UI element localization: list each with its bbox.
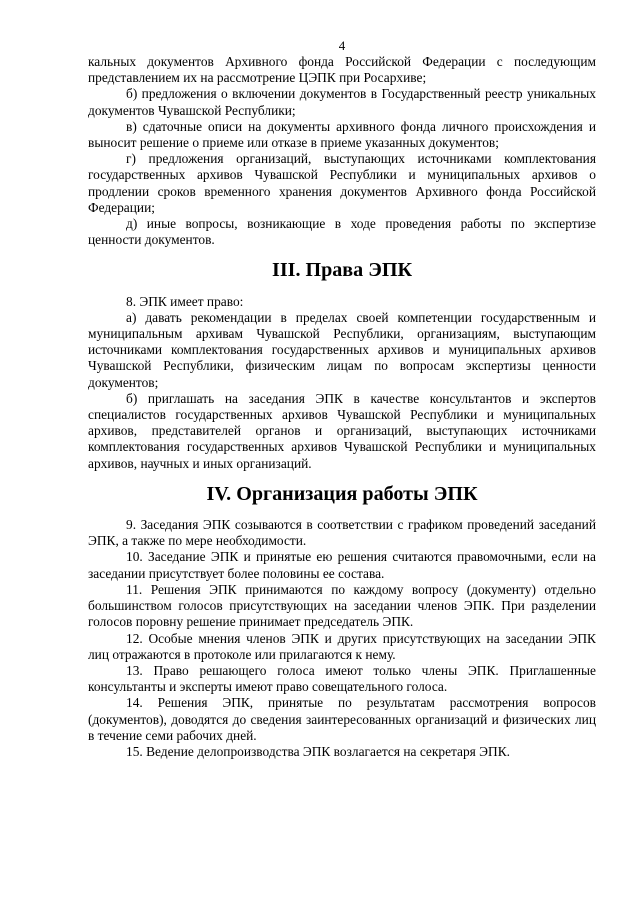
paragraph-13: 13. Право решающего голоса имеют только члены ЭПК. Приглашенные консультанты и эксперты имеют право совещательного голоса. <box>88 662 596 695</box>
paragraph-14: 14. Решения ЭПК, принятые по результатам рассмотрения вопросов (документов), доводятся до сведения заинтересованных организаций и физических лиц в течение семи рабочих дней. <box>88 695 596 743</box>
paragraph-8: 8. ЭПК имеет право: <box>126 293 244 309</box>
paragraph-item-b: б) предложения о включении документов в Государственный реестр уникальных документов Чувашской Республики; <box>88 86 596 118</box>
paragraph-8b: б) приглашать на заседания ЭПК в качестве консультантов и экспертов специалистов государственных архивов Чувашской Республики и муниципальных архивов, представителей органов и организаций, выступающих источниками комплектования государственных архивов Чувашской Республики и муниципальных архивов, научных и иных организаций. <box>88 390 596 471</box>
paragraph-8a: а) давать рекомендации в пределах своей компетенции государственным и муниципальным архивам Чувашской Республики, организациям, выступающим источниками комплектования государственных архивов и муниципальных архивов Чувашской Республики, физическим лицам по вопросам экспертизы ценности документов; <box>88 309 596 390</box>
paragraph-9: 9. Заседания ЭПК созываются в соответствии с графиком проведений заседаний ЭПК, а также по мере необходимости. <box>88 517 596 549</box>
paragraph-11: 11. Решения ЭПК принимаются по каждому вопросу (документу) отдельно большинством голосов присутствующих на заседании членов ЭПК. При разделении голосов поровну решение принимает председатель ЭПК. <box>88 581 596 630</box>
paragraph-12: 12. Особые мнения членов ЭПК и других присутствующих на заседании ЭПК лиц отражаются в протоколе или прилагаются к нему. <box>88 630 596 662</box>
section-heading-rights: III. Права ЭПК <box>272 259 412 282</box>
section-heading-organization: IV. Организация работы ЭПК <box>206 482 478 505</box>
paragraph-15: 15. Ведение делопроизводства ЭПК возлагается на секретаря ЭПК. <box>126 743 510 759</box>
paragraph-continuation: кальных документов Архивного фонда Российской Федерации с последующим представлением их на рассмотрение ЦЭПК при Росархиве; <box>88 54 596 86</box>
document-page <box>88 38 596 760</box>
paragraph-10: 10. Заседание ЭПК и принятые ею решения считаются правомочными, если на заседании присутствует более половины ее состава. <box>88 549 596 581</box>
page-number: 4 <box>338 38 346 53</box>
paragraph-item-v: в) сдаточные описи на документы архивного фонда личного происхождения и выносит решение о приеме или отказе в приеме указанных документов; <box>88 118 596 151</box>
paragraph-item-d: д) иные вопросы, возникающие в ходе проведения работы по экспертизе ценности документов. <box>88 216 596 248</box>
paragraph-item-g: г) предложения организаций, выступающих источниками комплектования государственных архивов Чувашской Республики и муниципальных архивов о продлении сроков временного хранения документов Архивного фонда Российской Федерации; <box>88 151 596 215</box>
